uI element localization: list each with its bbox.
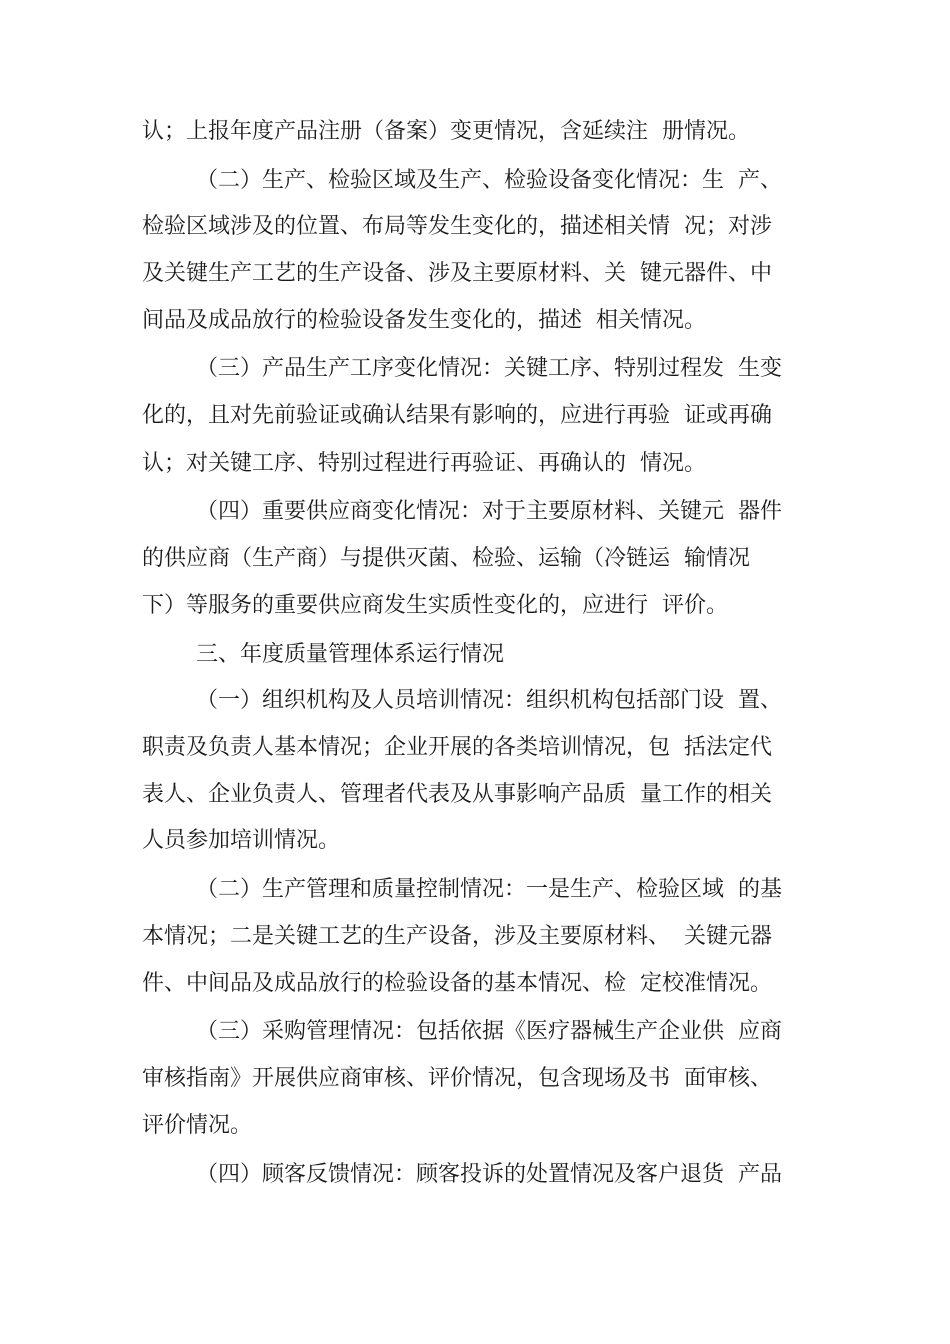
text-line: 表人、企业负责人、管理者代表及从事影响产品质 量工作的相关 (142, 782, 772, 807)
text-line: 及关键生产工艺的生产设备、涉及主要原材料、关 键元器件、中 (142, 261, 772, 286)
text-line: （一）组织机构及人员培训情况：组织机构包括部门设 置、 (196, 688, 782, 713)
text-line: （三）产品生产工序变化情况：关键工序、特别过程发 生变 (196, 356, 782, 381)
text-line: 化的，且对先前验证或确认结果有影响的，应进行再验 证或再确 (142, 403, 772, 428)
text-line: 间品及成品放行的检验设备发生变化的，描述 相关情况。 (142, 308, 706, 333)
text-line: 检验区域涉及的位置、布局等发生变化的，描述相关情 况；对涉 (142, 214, 772, 239)
text-line: （二）生产管理和质量控制情况：一是生产、检验区域 的基 (196, 877, 782, 902)
text-line: 评价情况。 (142, 1113, 253, 1138)
text-line: 下）等服务的重要供应商发生实质性变化的，应进行 评价。 (142, 593, 728, 618)
text-line: （四）顾客反馈情况：顾客投诉的处置情况及客户退货 产品 (196, 1162, 782, 1187)
text-line: 认；上报年度产品注册（备案）变更情况，含延续注 册情况。 (142, 119, 750, 144)
text-line: （三）采购管理情况：包括依据《医疗器械生产企业供 应商 (196, 1019, 782, 1044)
text-line: （二）生产、检验区域及生产、检验设备变化情况：生 产、 (196, 168, 782, 193)
section-heading: 三、年度质量管理体系运行情况 (196, 642, 505, 667)
text-line: 审核指南》开展供应商审核、评价情况，包含现场及书 面审核、 (142, 1066, 772, 1091)
text-line: 件、中间品及成品放行的检验设备的基本情况、检 定校准情况。 (142, 971, 772, 996)
text-line: 本情况；二是关键工艺的生产设备，涉及主要原材料、 关键元器 (142, 924, 772, 949)
text-line: 人员参加培训情况。 (142, 828, 341, 853)
text-line: 职责及负责人基本情况；企业开展的各类培训情况，包 括法定代 (142, 735, 772, 760)
text-line: 的供应商（生产商）与提供灭菌、检验、运输（冷链运 输情况 (142, 546, 750, 571)
text-line: （四）重要供应商变化情况：对于主要原材料、关键元 器件 (196, 499, 782, 524)
text-line: 认；对关键工序、特别过程进行再验证、再确认的 情况。 (142, 451, 706, 476)
